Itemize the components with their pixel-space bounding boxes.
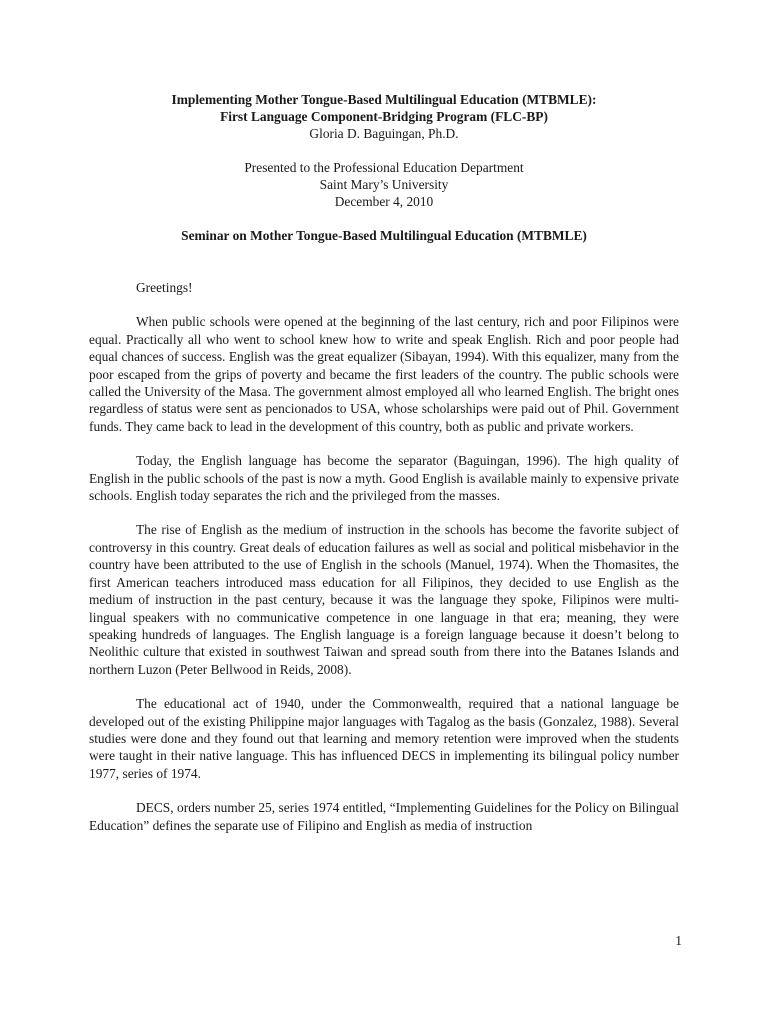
seminar-title: Seminar on Mother Tongue-Based Multilingual Education (MTBMLE) xyxy=(181,228,587,243)
presented-to: Presented to the Professional Education Department xyxy=(244,160,524,175)
page-number: 1 xyxy=(675,933,682,948)
paragraph-5: DECS, orders number 25, series 1974 entitled, “Implementing Guidelines for the Policy on Bilingual Education” defines the separate use of Filipino and English as media of instruction xyxy=(89,800,679,833)
paragraph-1: When public schools were opened at the beginning of the last century, rich and poor Filipinos were equal. Practically all who went to school knew how to write and speak English. Rich and poor people had equal chances of success. English was the great equalizer (Sibayan, 1994). With this equalizer, many from the poor escaped from the grips of poverty and became the first leaders of the country. The public schools were called the University of the Masa. The government almost employed all who learned English. The bright ones regardless of status were sent as pencionados to USA, whose scholarships were paid out of Phil. Government funds. They came back to lead in the development of this country, both as public and private workers. xyxy=(89,314,679,434)
title-block xyxy=(89,91,679,210)
paragraph-3: The rise of English as the medium of instruction in the schools has become the favorite subject of controversy in this country. Great deals of education failures as well as social and political misbehavior in the country have been attributed to the use of English in the schools (Manuel, 1974). When the Thomasites, the first American teachers introduced mass education for all Filipinos, they decided to use English as the medium of instruction in the past century, because it was the language they spoke, Filipinos were multi-lingual speakers with no communicative competence in one language in that era; meaning, they were speaking hundreds of languages. The English language is a foreign language because it doesn’t belong to Neolithic culture that existed in southwest Taiwan and spread south from there into the Batanes Islands and northern Luzon (Peter Bellwood in Reids, 2008). xyxy=(89,522,679,677)
spacer xyxy=(89,142,679,159)
paragraph-2: Today, the English language has become the separator (Baguingan, 1996). The high quality of English in the public schools of the past is now a myth. Good English is available mainly to expensive private schools. English today separates the rich and the privileged from the masses. xyxy=(89,453,679,504)
greeting: Greetings! xyxy=(136,280,193,295)
author: Gloria D. Baguingan, Ph.D. xyxy=(309,126,459,141)
institution: Saint Mary’s University xyxy=(319,177,449,192)
presentation-date: December 4, 2010 xyxy=(334,194,434,209)
paragraph-4: The educational act of 1940, under the Commonwealth, required that a national language be developed out of the existing Philippine major languages with Tagalog as the basis (Gonzalez, 1988). Several studies were done and they found out that learning and memory retention were improved when the students were taught in their native language. This has influenced DECS in implementing its bilingual policy number 1977, series of 1974. xyxy=(89,696,679,781)
document-body xyxy=(89,91,679,834)
title-line-1: Implementing Mother Tongue-Based Multilingual Education (MTBMLE): xyxy=(171,92,597,107)
title-line-2: First Language Component-Bridging Program (FLC-BP) xyxy=(220,109,548,124)
